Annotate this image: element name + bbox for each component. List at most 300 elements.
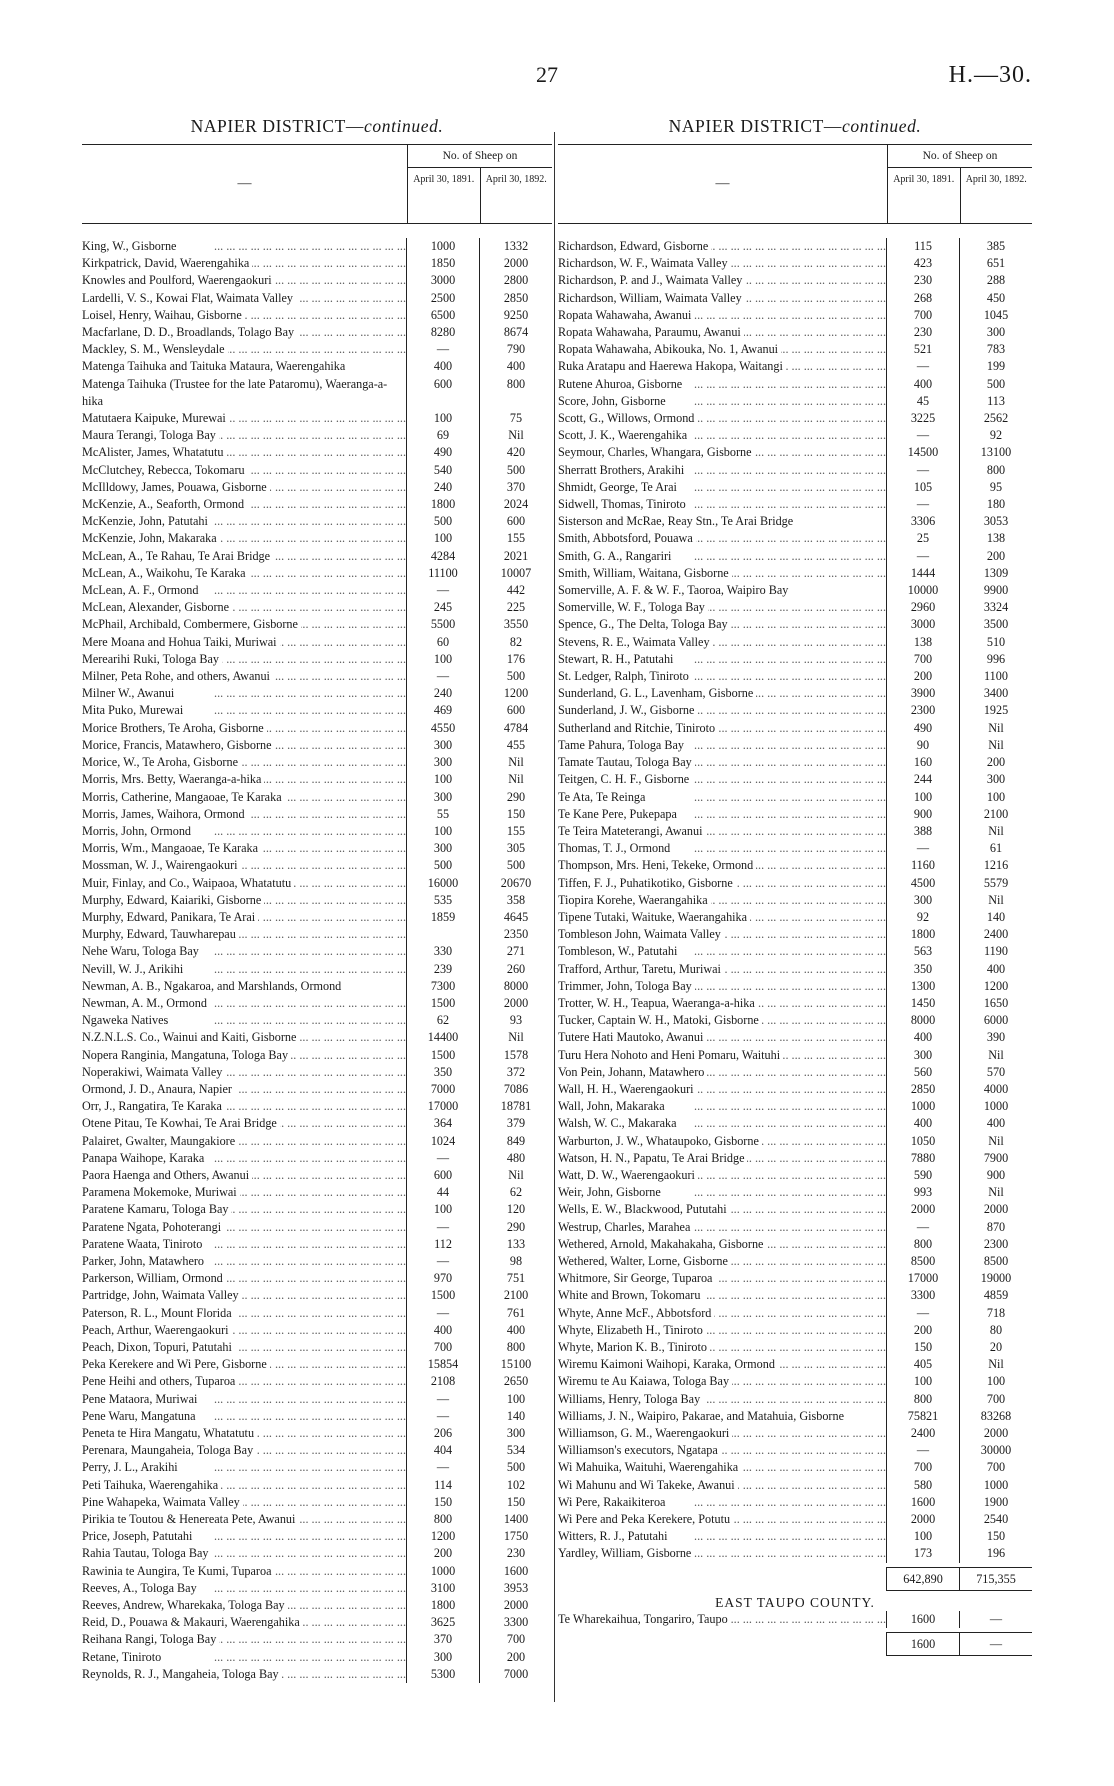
sheep-1891: 240 [406,685,479,702]
owner-name: Smith, William, Waitana, Gisborne [558,566,732,580]
owner-name: Trimmer, John, Tologa Bay [558,979,695,993]
table-row [558,1391,1032,1408]
sheep-1892: 2850 [479,290,552,307]
table-row [82,599,552,616]
sheep-1891: 14500 [886,444,959,461]
owner-name: Nopera Ranginia, Mangatuna, Tologa Bay [82,1048,291,1062]
sheep-1892: 2000 [479,995,552,1012]
sheep-1891: 100 [406,651,479,668]
table-row [82,1614,552,1631]
table-row [558,324,1032,341]
sheep-1892: 3500 [959,616,1032,633]
table-row [82,754,552,771]
owner-name: Partridge, John, Waimata Valley [82,1288,242,1302]
sheep-1892: 500 [479,668,552,685]
table-row [558,513,1032,530]
owner-name: McLean, A., Te Rahau, Te Arai Bridge [82,549,273,563]
table-row [558,599,1032,616]
table-row [82,1236,552,1253]
owner-name: Wi Pere, Rakaikiteroa [558,1495,668,1509]
table-row [558,530,1032,547]
table-row [558,548,1032,565]
owner-name: Murphy, Edward, Kaiariki, Gisborne [82,893,264,907]
table-row [82,1184,552,1201]
owner-name: Wall, John, Makaraka [558,1099,668,1113]
owner-name: Te Ata, Te Reinga [558,790,648,804]
sheep-1891: 300 [406,840,479,857]
sheep-1892: 290 [479,1219,552,1236]
sheep-1891: 1160 [886,857,959,874]
sheep-1892: 400 [959,961,1032,978]
table-row [82,1064,552,1081]
table-row [82,1373,552,1390]
sheep-1892: 62 [479,1184,552,1201]
owner-name: Nehe Waru, Tologa Bay [82,944,202,958]
owner-name: Ormond, J. D., Anaura, Napier [82,1082,235,1096]
table-row [82,565,552,582]
owner-name: Walsh, W. C., Makaraka [558,1116,680,1130]
table-row [82,634,552,651]
sheep-1892: 751 [479,1270,552,1287]
owner-name: Somerville, A. F. & W. F., Taoroa, Waipiro Bay [558,583,791,597]
left-heading-italic: continued. [364,116,444,136]
table-row [82,1477,552,1494]
owner-name: Teitgen, C. H. F., Gisborne [558,772,692,786]
sheep-1891: 1800 [406,496,479,513]
table-row [82,651,552,668]
sheep-1891: 350 [406,1064,479,1081]
table-row [82,290,552,307]
sheep-1891: — [406,1305,479,1322]
sheep-1892: 140 [479,1408,552,1425]
sheep-1891: 100 [406,410,479,427]
sheep-1891: 300 [406,754,479,771]
sheep-1892: 4859 [959,1287,1032,1304]
table-row [558,651,1032,668]
sheep-1892: 3550 [479,616,552,633]
table-row [82,685,552,702]
sheep-1891: 500 [406,513,479,530]
owner-name: Wi Mahunu and Wi Takeke, Awanui [558,1478,738,1492]
sheep-1892: 8674 [479,324,552,341]
sheep-1892: 849 [479,1133,552,1150]
table-row [82,1029,552,1046]
sheep-1892: 13100 [959,444,1032,461]
owner-name: Milner, Peta Rohe, and others, Awanui [82,669,273,683]
table-row [558,1184,1032,1201]
owner-name: Wiremu Kaimoni Waihopi, Karaka, Ormond [558,1357,778,1371]
sheep-1891: 7880 [886,1150,959,1167]
sheep-1891: — [886,1305,959,1322]
owner-name: Sisterson and McRae, Reay Stn., Te Arai Bridge [558,514,796,528]
sheep-1891: 400 [886,376,959,393]
owner-name: Murphy, Edward, Tauwharepau [82,927,239,941]
sheep-1892: 305 [479,840,552,857]
owner-name: Te Teira Mateterangi, Awanui [558,824,706,838]
owner-name: Orr, J., Rangatira, Te Karaka [82,1099,225,1113]
table-row [82,1391,552,1408]
sheep-1892: 718 [959,1305,1032,1322]
table-row [558,272,1032,289]
owner-name: Turu Hera Nohoto and Heni Pomaru, Waituhi [558,1048,783,1062]
sheep-1892: 92 [959,427,1032,444]
sheep-1892: Nil [959,720,1032,737]
owner-name: Paratene Ngata, Pohoterangi [82,1220,224,1234]
sheep-1892: 390 [959,1029,1032,1046]
table-row [558,1270,1032,1287]
owner-name: Smith, Abbotsford, Pouawa [558,531,696,545]
left-heading [82,116,552,140]
owner-name: Matenga Taihuka (Trustee for the late Pataromu), Waeranga-a-hika [82,376,388,408]
sheep-1892: 372 [479,1064,552,1081]
table-row [558,255,1032,272]
owner-name: Wethered, Walter, Lorne, Gisborne [558,1254,731,1268]
table-row [82,479,552,496]
owner-name: Tame Pahura, Tologa Bay [558,738,687,752]
sheep-1891: 150 [886,1339,959,1356]
table-row [82,513,552,530]
county-total-1892: — [959,1632,1032,1656]
sheep-1891: 69 [406,427,479,444]
owner-name: Westrup, Charles, Marahea [558,1220,693,1234]
sheep-1892: 82 [479,634,552,651]
sheep-1891: 206 [406,1425,479,1442]
right-heading [558,116,1032,140]
right-col-1892: April 30, 1892. [965,174,1027,185]
page-number: 27 [536,62,558,87]
table-row [82,1528,552,1545]
table-row [558,358,1032,375]
sheep-1891: 535 [406,892,479,909]
sheep-1891: — [406,341,479,358]
owner-name: Sherratt Brothers, Arakihi [558,463,687,477]
table-row [82,702,552,719]
sheep-1891: 3100 [406,1580,479,1597]
owner-name: Shmidt, George, Te Arai [558,480,680,494]
sheep-1892: 783 [959,341,1032,358]
owner-name: Perenara, Maungaheia, Tologa Bay [82,1443,256,1457]
sheep-1892: 1309 [959,565,1032,582]
sheep-1891: 490 [886,720,959,737]
owner-name: Maura Terangi, Tologa Bay [82,428,219,442]
table-row [558,1064,1032,1081]
sheep-1891: 1000 [406,1563,479,1580]
sheep-1892: 8500 [959,1253,1032,1270]
sheep-1892: 2021 [479,548,552,565]
district-total-row [558,1567,1032,1591]
table-row [82,238,552,255]
sheep-1892: 4784 [479,720,552,737]
table-row [82,1115,552,1132]
sheep-1892: 400 [479,358,552,375]
sheep-1891: 970 [406,1270,479,1287]
column-divider [554,132,555,1702]
owner-name: Macfarlane, D. D., Broadlands, Tolago Bay [82,325,297,339]
sheep-1892: 2400 [959,926,1032,943]
owner-name: Parker, John, Matawhero [82,1254,207,1268]
table-row [82,737,552,754]
sheep-1891: 1859 [406,909,479,926]
sheep-1892: 2350 [479,926,552,943]
sheep-1891: 14400 [406,1029,479,1046]
owner-name: Merearihi Ruki, Tologa Bay [82,652,222,666]
sheep-1891: 500 [406,857,479,874]
owner-name: Williams, J. N., Waipiro, Pakarae, and Matahuia, Gisborne [558,1409,847,1423]
left-sheep-header [407,145,552,223]
sheep-1892: 1000 [959,1098,1032,1115]
right-header-dash: — [715,176,730,191]
owner-name: Muir, Finlay, and Co., Waipaoa, Whatatutu [82,876,294,890]
sheep-1892: 761 [479,1305,552,1322]
owner-name: Trotter, W. H., Teapua, Waeranga-a-hika [558,996,758,1010]
sheep-1891: 300 [886,1047,959,1064]
owner-name: Richardson, P. and J., Waimata Valley [558,273,745,287]
table-row [558,823,1032,840]
table-row [558,1081,1032,1098]
sheep-1892: 3953 [479,1580,552,1597]
sheep-1892: 570 [959,1064,1032,1081]
sheep-1891: 100 [886,1528,959,1545]
owner-name: Noperakiwi, Waimata Valley [82,1065,225,1079]
owner-name: Ruka Aratapu and Haerewa Hakopa, Waitangi [558,359,786,373]
table-row [82,1545,552,1562]
table-row [558,1339,1032,1356]
sheep-1891: 370 [406,1631,479,1648]
owner-name: Tamate Tautau, Tologa Bay [558,755,695,769]
table-row [82,720,552,737]
sheep-1891: 580 [886,1477,959,1494]
sheep-1892: 1200 [479,685,552,702]
owner-name: Matenga Taihuka and Taituka Mataura, Waerengahika [82,359,348,373]
sheep-1892: 150 [479,1494,552,1511]
sheep-1891: 700 [406,1339,479,1356]
sheep-1892: 113 [959,393,1032,410]
sheep-1892: 1200 [959,978,1032,995]
sheep-1892: 2100 [959,806,1032,823]
right-column [558,116,1032,1656]
owner-name: Whyte, Marion K. B., Tiniroto [558,1340,710,1354]
sheep-1891: 1024 [406,1133,479,1150]
owner-name: McAlister, James, Whatatutu [82,445,226,459]
sheep-1891: 6500 [406,307,479,324]
table-row [82,1081,552,1098]
district-total-1892: 715,355 [959,1567,1032,1591]
owner-name: Peach, Arthur, Waerengaokuri [82,1323,232,1337]
sheep-1892: 1650 [959,995,1032,1012]
owner-name: Richardson, Edward, Gisborne [558,239,711,253]
left-header-dash: — [237,176,252,191]
sheep-1891: 100 [406,823,479,840]
table-row [82,548,552,565]
sheep-1891: 160 [886,754,959,771]
table-row [82,1597,552,1614]
table-row [82,376,552,410]
sheep-1892: 150 [479,806,552,823]
owner-name: McClutchey, Rebecca, Tokomaru [82,463,248,477]
table-row [82,668,552,685]
sheep-1892: 2000 [959,1201,1032,1218]
table-row [82,1511,552,1528]
sheep-1892: 100 [959,1373,1032,1390]
sheep-1891: 245 [406,599,479,616]
sheep-1892: 155 [479,823,552,840]
table-row [558,1477,1032,1494]
owner-name: Tutere Hati Mautoko, Awanui [558,1030,706,1044]
owner-name: McKenzie, John, Patutahi [82,514,211,528]
table-row [82,358,552,375]
table-row [82,1563,552,1580]
table-row [82,943,552,960]
owner-name: Tiffen, F. J., Puhatikotiko, Gisborne [558,876,736,890]
table-row [82,324,552,341]
sheep-1891: 2400 [886,1425,959,1442]
sheep-1891: 1600 [886,1611,959,1628]
owner-name: Morice, Francis, Matawhero, Gisborne [82,738,275,752]
owner-name: Te Wharekaihua, Tongariro, Taupo [558,1612,731,1626]
sheep-1891: 115 [886,238,959,255]
sheep-1891: 1800 [886,926,959,943]
sheep-1891: 600 [406,376,479,410]
sheep-1891: 1450 [886,995,959,1012]
sheep-1891: 400 [886,1029,959,1046]
table-row [558,1545,1032,1562]
owner-name: Williams, Henry, Tologa Bay [558,1392,703,1406]
owner-name: N.Z.N.L.S. Co., Wainui and Kaiti, Gisborne [82,1030,299,1044]
sheep-1891: 900 [886,806,959,823]
table-row [558,290,1032,307]
sheep-1892: 700 [479,1631,552,1648]
sheep-1891 [406,926,479,943]
owner-name: Stevens, R. E., Waimata Valley [558,635,713,649]
sheep-1891: 4550 [406,720,479,737]
sheep-1891: — [886,548,959,565]
table-row [558,1133,1032,1150]
sheep-1891: 240 [406,479,479,496]
sheep-1892: 95 [959,479,1032,496]
sheep-1891: 7300 [406,978,479,995]
owner-name: Rawinia te Aungira, Te Kumi, Tuparoa [82,1564,275,1578]
sheep-1891: 1500 [406,1047,479,1064]
sheep-1892: 379 [479,1115,552,1132]
sheep-1892: 500 [479,857,552,874]
left-table-header [82,144,552,224]
table-row [82,1459,552,1476]
owner-name: Williamson, G. M., Waerengaokuri [558,1426,732,1440]
sheep-1891: 400 [406,1322,479,1339]
table-row [558,961,1032,978]
owner-name: Newman, A. B., Ngakaroa, and Marshlands, Ormond [82,979,344,993]
sheep-1892: 385 [959,238,1032,255]
owner-name: Richardson, W. F., Waimata Valley [558,256,731,270]
table-row [558,943,1032,960]
sheep-1891: 138 [886,634,959,651]
sheep-1892: 155 [479,530,552,547]
sheep-1891: 540 [406,462,479,479]
owner-name: Peach, Dixon, Topuri, Patutahi [82,1340,235,1354]
sheep-1892: 20 [959,1339,1032,1356]
sheep-1892: 83268 [959,1408,1032,1425]
table-row [558,737,1032,754]
table-row [558,634,1032,651]
sheep-1892: Nil [959,1047,1032,1064]
table-row [82,1494,552,1511]
sheep-1891: 5300 [406,1666,479,1683]
sheep-1891: 173 [886,1545,959,1562]
sheep-1891: 100 [406,530,479,547]
owner-name: Sutherland and Ritchie, Tiniroto [558,721,718,735]
left-column [82,116,552,1683]
owner-name: Palairet, Gwalter, Maungakiore [82,1134,238,1148]
owner-name: Kirkpatrick, David, Waerengahika [82,256,252,270]
table-row [82,1631,552,1648]
sheep-1891: 800 [886,1391,959,1408]
table-row [558,479,1032,496]
sheep-1891: 4500 [886,875,959,892]
sheep-1891: 563 [886,943,959,960]
owner-name: Paora Haenga and Others, Awanui [82,1168,252,1182]
owner-name: Perry, J. L., Arakihi [82,1460,181,1474]
sheep-1891: 8280 [406,324,479,341]
owner-name: Mita Puko, Murewai [82,703,186,717]
owner-name: Newman, A. M., Ormond [82,996,210,1010]
owner-name: Stewart, R. H., Patutahi [558,652,676,666]
sheep-1891: 600 [406,1167,479,1184]
sheep-1892: 442 [479,582,552,599]
sheep-1892: 200 [959,548,1032,565]
owner-name: Williamson's executors, Ngatapa [558,1443,721,1457]
sheep-1891: — [886,358,959,375]
sheep-1892: Nil [479,1167,552,1184]
sheep-1891: 4284 [406,548,479,565]
sheep-1891: 1500 [406,995,479,1012]
table-row [558,1373,1032,1390]
table-row [82,806,552,823]
sheep-1892: 1100 [959,668,1032,685]
sheep-1891: 200 [886,668,959,685]
sheep-1892: 2300 [959,1236,1032,1253]
sheep-1891: 55 [406,806,479,823]
sheep-1891: — [406,1391,479,1408]
sheep-1891: 3225 [886,410,959,427]
table-row [558,875,1032,892]
sheep-1891: 112 [406,1236,479,1253]
sheep-1891: 3300 [886,1287,959,1304]
sheep-1891: 3306 [886,513,959,530]
table-row [82,961,552,978]
sheep-1892: 500 [959,376,1032,393]
sheep-1892: 3053 [959,513,1032,530]
sheep-1892: 1045 [959,307,1032,324]
sheep-1892: 2100 [479,1287,552,1304]
table-row [558,685,1032,702]
table-row [82,1270,552,1287]
sheep-1891: 92 [886,909,959,926]
sheep-1892: 2562 [959,410,1032,427]
sheep-1891: 2000 [886,1201,959,1218]
table-row [82,1322,552,1339]
sheep-1891: — [406,1459,479,1476]
owner-name: Wethered, Arnold, Makahakaha, Gisborne [558,1237,766,1251]
sheep-1891: 15854 [406,1356,479,1373]
table-row [558,1219,1032,1236]
sheep-1891: — [406,1150,479,1167]
table-row [558,1611,1032,1628]
table-row [558,857,1032,874]
sheep-1891: 16000 [406,875,479,892]
owner-name: Wi Mahuika, Waituhi, Waerengahika [558,1460,741,1474]
owner-name: Watt, D. W., Waerengaokuri [558,1168,698,1182]
sheep-1892: 138 [959,530,1032,547]
